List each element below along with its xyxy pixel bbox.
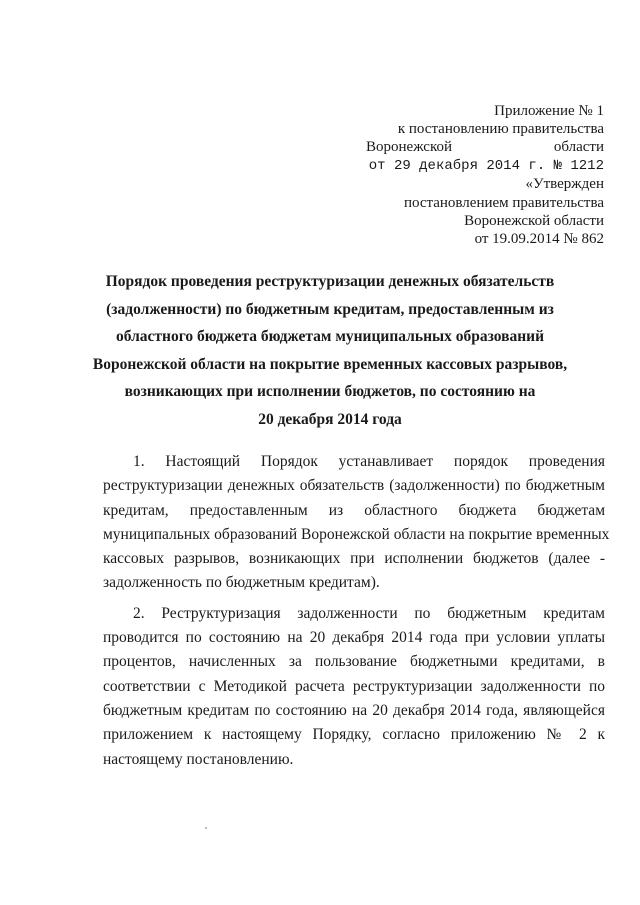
title-line: возникающих при исполнении бюджетов, по состоянию на (124, 383, 536, 400)
region-word: области (553, 139, 604, 155)
document-body (103, 450, 610, 772)
paragraph-line: кредитам, предоставленным из областного бюджета бюджетам (103, 501, 605, 519)
appendix-date-number: от 29 декабря 2014 г. № 1212 (368, 158, 604, 174)
paragraph-line: соответствии с Методикой расчета реструктуризации задолженности по (103, 677, 605, 695)
appendix-region-line (366, 138, 604, 156)
appendix-number: Приложение № 1 (494, 103, 604, 119)
title-line: (задолженности) по бюджетным кредитам, предоставленным из (106, 300, 554, 318)
scan-speck (205, 827, 207, 829)
paragraph-line: проводится по состоянию на 20 декабря 2014 года при условии уплаты (103, 629, 605, 647)
paragraph-2 (103, 602, 605, 772)
approved-date-number: от 19.09.2014 № 862 (474, 231, 604, 247)
paragraph-line: настоящему постановлению. (103, 750, 294, 768)
paragraph-line: муниципальных образований Воронежской области на покрытие временных (103, 525, 610, 543)
paragraph-line: задолженность по бюджетным кредитам). (103, 574, 380, 592)
paragraph-line: 1. Настоящий Порядок устанавливает порядок проведения (133, 453, 605, 470)
appendix-resolution-line: к постановлению правительства (397, 121, 604, 137)
region-name: Воронежской (366, 139, 452, 155)
paragraph-line: реструктуризации денежных обязательств (задолженности) по бюджетным (103, 477, 605, 495)
paragraph-line: кассовых разрывов, возникающих при исполнении бюджетов (далее - (103, 550, 605, 568)
document-title (80, 268, 580, 433)
title-line: 20 декабря 2014 года (258, 410, 402, 428)
paragraph-line: бюджетным кредитам по состоянию на 20 декабря 2014 года, являющейся (103, 701, 605, 719)
paragraph-1 (103, 450, 610, 596)
paragraph-line: приложением к настоящему Порядку, согласно приложению № 2 к (103, 726, 605, 744)
title-line: Воронежской области на покрытие временных кассовых разрывов, (92, 355, 568, 373)
paragraph-line: процентов, начисленных за пользование бюджетными кредитами, в (103, 653, 605, 671)
approved-by-line: постановлением правительства (403, 195, 604, 211)
approved-region-line: Воронежской области (464, 213, 604, 229)
approved-label: «Утвержден (525, 176, 604, 192)
paragraph-line: 2. Реструктуризация задолженности по бюджетным кредитам (133, 604, 605, 622)
title-line: областного бюджета бюджетам муниципальных образований (115, 328, 545, 345)
title-line: Порядок проведения реструктуризации денежных обязательств (105, 273, 555, 290)
